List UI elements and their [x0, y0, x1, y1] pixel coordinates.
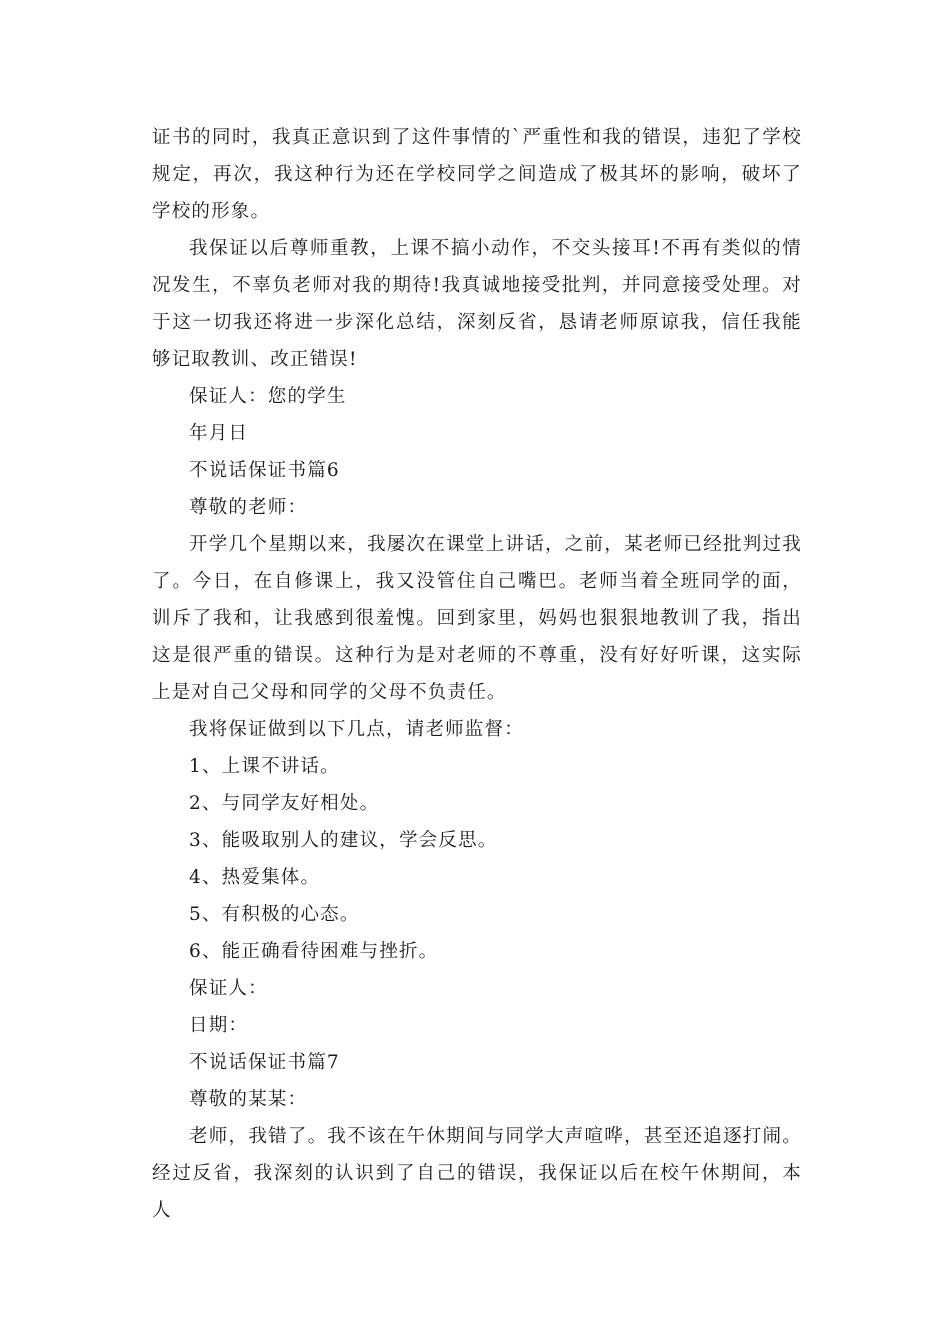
signature-line: 保证人：	[189, 978, 268, 999]
list-item: 2、与同学友好相处。	[189, 793, 380, 814]
signature-line: 保证人：您的学生	[189, 386, 347, 407]
list-item: 3、能吸取别人的建议，学会反思。	[189, 830, 498, 851]
date-line: 日期：	[189, 1015, 249, 1036]
date-line: 年月日	[189, 423, 249, 444]
paragraph-intro-list: 我将保证做到以下几点，请老师监督：	[189, 719, 524, 740]
list-item: 6、能正确看待困难与挫折。	[189, 941, 439, 962]
paragraph-continuation: 证书的同时，我真正意识到了这件事情的`严重性和我的错误，违犯了学校规定，再次，我这种行为还在学校同学之间造成了极其坏的影响，破坏了学校的形象。	[152, 127, 802, 222]
paragraph-body: 开学几个星期以来，我屡次在课堂上讲话，之前，某老师已经批判过我了。今日，在自修课上，我又没管住自己嘴巴。老师当着全班同学的面，训斥了我和，让我感到很羞愧。回到家里，妈妈也狠狠地教训了我，指出这是很严重的错误。这种行为是对老师的不尊重，没有好好听课，这实际上是对自己父母和同学的父母不负责任。	[152, 534, 802, 703]
list-item: 5、有积极的心态。	[189, 904, 360, 925]
salutation: 尊敬的老师：	[189, 497, 308, 518]
section-heading-7: 不说话保证书篇7	[189, 1052, 340, 1073]
paragraph-promise: 我保证以后尊师重教，上课不搞小动作，不交头接耳!不再有类似的情况发生，不辜负老师对我的期待!我真诚地接受批判，并同意接受处理。对于这一切我还将进一步深化总结，深刻反省，恳请老师原谅我，信任我能够记取教训、改正错误!	[152, 238, 802, 370]
salutation: 尊敬的某某：	[189, 1089, 308, 1110]
paragraph-body: 老师，我错了。我不该在午休期间与同学大声喧哗，甚至还追逐打闹。经过反省，我深刻的认识到了自己的错误，我保证以后在校午休期间，本人	[152, 1126, 802, 1221]
document-body	[152, 119, 802, 1229]
section-heading-6: 不说话保证书篇6	[189, 460, 340, 481]
list-item: 4、热爱集体。	[189, 867, 321, 888]
list-item: 1、上课不讲话。	[189, 756, 340, 777]
